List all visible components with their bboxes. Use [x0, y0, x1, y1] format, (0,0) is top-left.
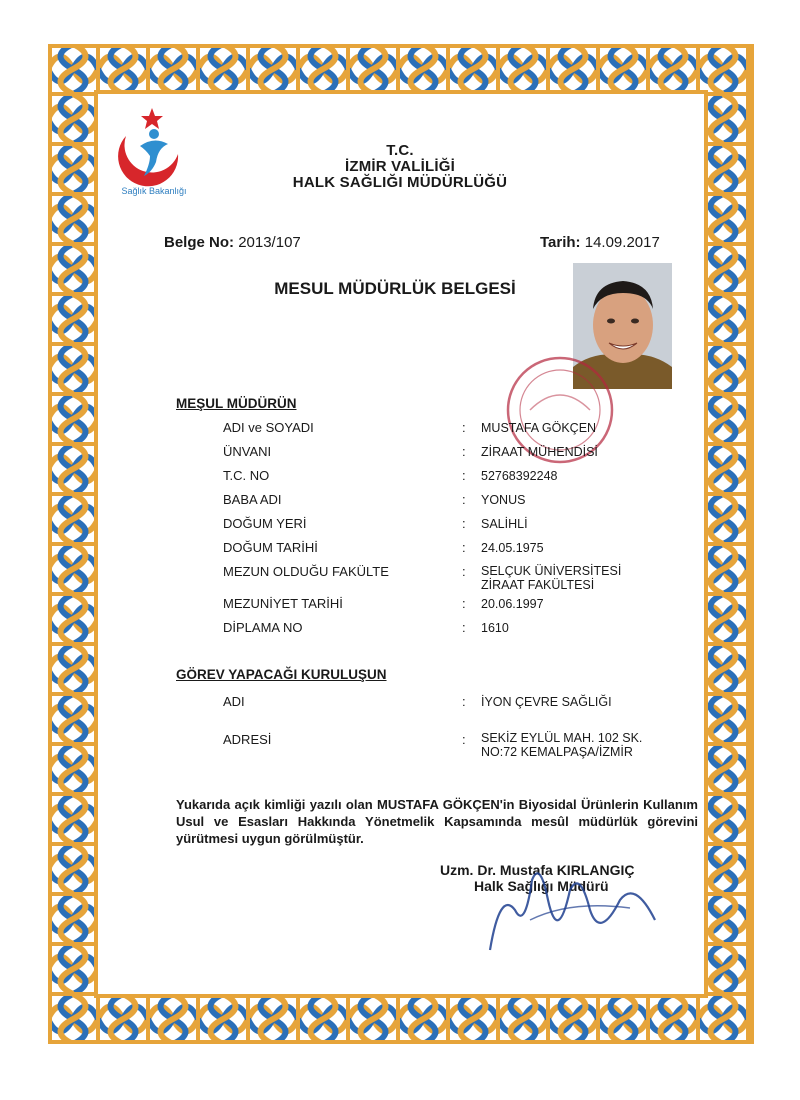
header-tc: T.C. [386, 142, 414, 159]
signatory-title: Halk Sağlığı Müdürü [474, 878, 609, 894]
field-value-mezuniyet: 20.06.1997 [481, 597, 544, 611]
field-label-dogum-tarihi: DOĞUM TARİHİ [223, 540, 318, 555]
approval-paragraph: Yukarıda açık kimliği yazılı olan MUSTAFA GÖKÇEN'in Biyosidal Ürünlerin Kullanım Usul ve Esasları Hakkında Yönetmelik Kapsamında mesûl müdürlük görevini yürütmesi uygun görülmüştür. [176, 797, 698, 846]
field-colon: : [462, 468, 466, 483]
belge-no [164, 234, 301, 251]
field-colon: : [462, 492, 466, 507]
field-label-diploma: DİPLAMA NO [223, 620, 303, 635]
field-colon: : [462, 694, 466, 709]
tarih [540, 234, 660, 251]
field-label-baba-adi: BABA ADI [223, 492, 282, 507]
field-value-fakulte-line2: ZİRAAT FAKÜLTESİ [481, 578, 595, 592]
field-label-unvani: ÜNVANI [223, 444, 272, 459]
field-label-adi-soyadi: ADI ve SOYADI [223, 420, 314, 435]
document-title: MESUL MÜDÜRLÜK BELGESİ [274, 279, 516, 298]
field-colon: : [462, 564, 466, 579]
belge-no-label: Belge No: [164, 234, 235, 251]
field-value-diploma: 1610 [481, 621, 509, 635]
field-colon: : [462, 596, 466, 611]
field-value-unvani: ZİRAAT MÜHENDİSİ [481, 445, 598, 459]
portrait-photo [573, 263, 672, 389]
document-sheet [98, 94, 704, 994]
header-mudurluk: HALK SAĞLIĞI MÜDÜRLÜĞÜ [292, 174, 508, 191]
field-label-fakulte: MEZUN OLDUĞU FAKÜLTE [223, 564, 389, 579]
field-colon: : [462, 420, 466, 435]
field-value-kurulus-adi: İYON ÇEVRE SAĞLIĞI [481, 695, 612, 709]
field-label-kurulus-adi: ADI [223, 694, 245, 709]
field-colon: : [462, 540, 466, 555]
field-value-tc-no: 52768392248 [481, 469, 558, 483]
field-label-dogum-yeri: DOĞUM YERİ [223, 516, 307, 531]
field-colon: : [462, 516, 466, 531]
logo-caption: Sağlık Bakanlığı [121, 186, 187, 196]
tarih-label: Tarih: [540, 234, 581, 251]
section-heading-kurulus: GÖREV YAPACAĞI KURULUŞUN [176, 667, 387, 682]
field-colon: : [462, 444, 466, 459]
field-value-baba-adi: YONUS [481, 493, 526, 507]
field-label-adresi: ADRESİ [223, 732, 272, 747]
field-value-adresi-line2: NO:72 KEMALPAŞA/İZMİR [481, 745, 633, 759]
header-valilik: İZMİR VALİLİĞİ [344, 158, 455, 175]
field-label-mezuniyet: MEZUNİYET TARİHİ [223, 596, 343, 611]
field-value-adresi [481, 731, 642, 759]
field-value-fakulte-line1: SELÇUK ÜNİVERSİTESİ [481, 564, 622, 578]
signatory-name: Uzm. Dr. Mustafa KIRLANGIÇ [440, 862, 635, 878]
tarih-value: 14.09.2017 [584, 234, 660, 251]
field-value-adresi-line1: SEKİZ EYLÜL MAH. 102 SK. [481, 731, 643, 745]
field-value-fakulte [481, 564, 621, 592]
field-value-dogum-tarihi: 24.05.1975 [481, 541, 544, 555]
field-label-tc-no: T.C. NO [223, 468, 270, 483]
section-heading-mesul: MEŞUL MÜDÜRÜN [176, 396, 297, 411]
belge-no-value: 2013/107 [238, 234, 301, 251]
field-colon: : [462, 620, 466, 635]
field-value-dogum-yeri: SALİHLİ [481, 517, 528, 531]
field-colon: : [462, 732, 466, 747]
field-value-adi-soyadi: MUSTAFA GÖKÇEN [481, 421, 597, 435]
